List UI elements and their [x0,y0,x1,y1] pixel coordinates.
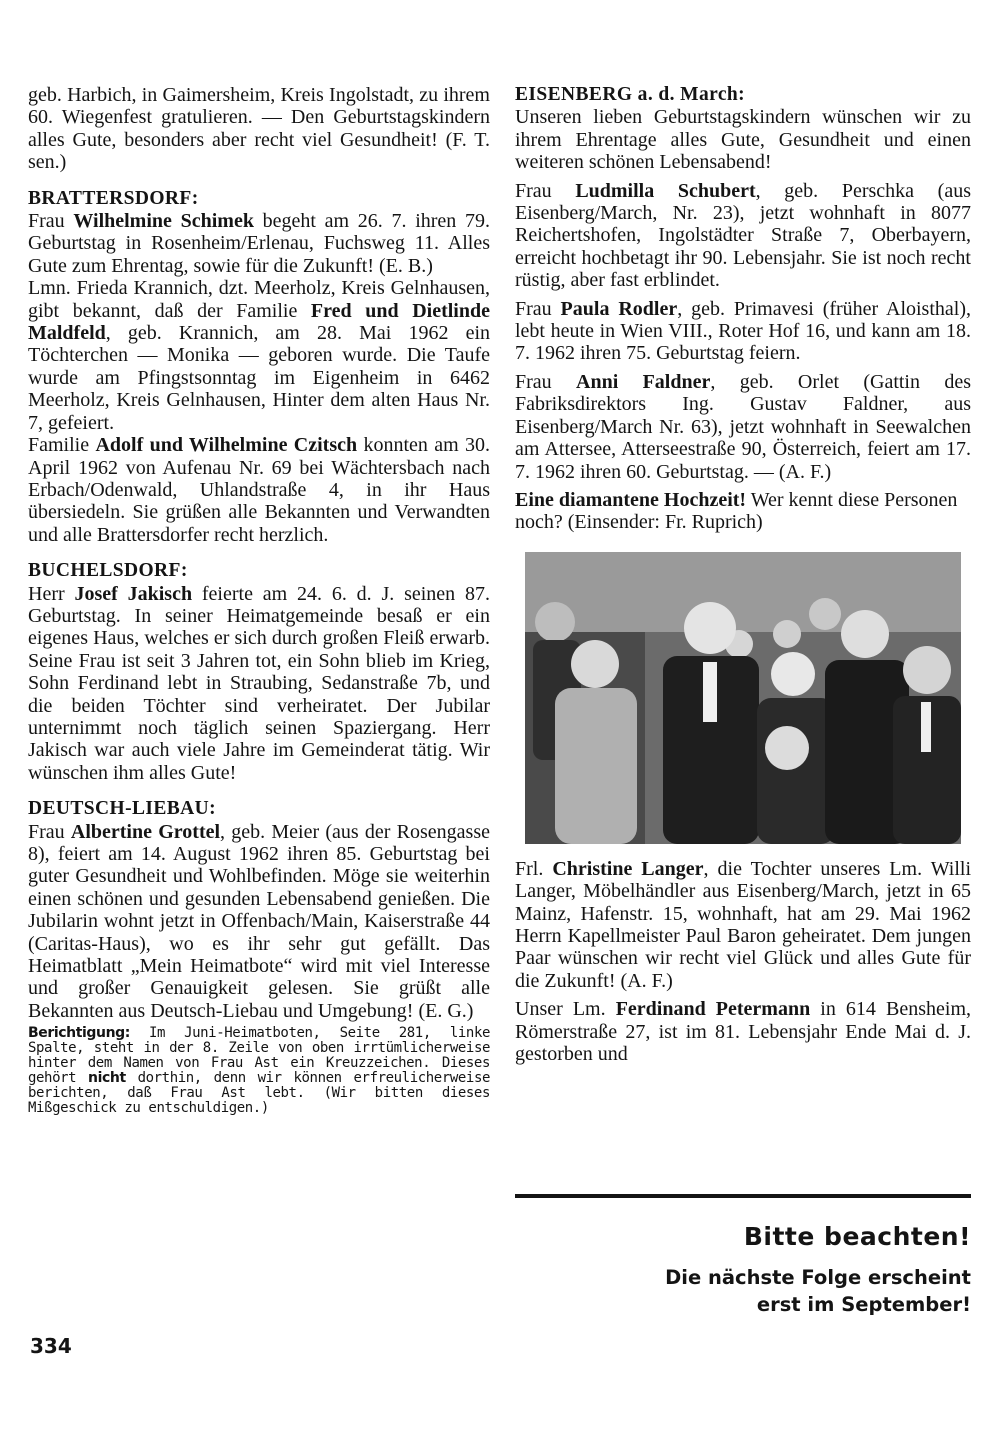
section-heading-eisenberg: EISENBERG a. d. March: [515,84,746,105]
correction-note: Berichtigung: Im Juni-Heimatboten, Seite 281, linke Spalte, steht in der 8. Zeile von oben irrtümlicherweise hinter dem Namen von Frau Ast ein Kreuzzeichen. Dieses gehört nicht dorthin, denn wir können erfreulicherweise berichten, daß Frau Ast lebt. (Wir bitten dieses Mißgeschick zu entschuldigen.) [28,1025,490,1117]
section-heading-brattersdorf: BRATTERSDORF: [28,187,199,209]
correction-emphasis: nicht [88,1070,126,1087]
person-name: Fred und Dietlinde Maldfeld [28,299,490,345]
notice-box [515,1222,971,1318]
person-name: Anni Faldner [576,370,711,393]
person-name: Paula Rodler [560,297,678,320]
notice-heading: Bitte beachten! [743,1222,971,1251]
section-heading-buchelsdorf: BUCHELSDORF: [28,560,188,582]
eisenberg-paragraph-4: Eine diamantene Hochzeit! Wer kennt diese Personen noch? (Einsender: Fr. Ruprich) [515,488,958,534]
person-name: Josef Jakisch [74,582,193,605]
notice-line-1: Die nächste Folge erscheint [665,1266,971,1289]
caption-lead: Eine diamantene Hochzeit! [515,488,747,511]
buchelsdorf-paragraph-1: Herr Josef Jakisch feierte am 24. 6. d. J. seinen 87. Geburtstag. In seiner Heimatgemeinde besaß er ein eigenes Haus, welches er sich durch großen Fleiß erwarb. Seine Frau ist seit 3 Jahren tot, ein Sohn blieb im Krieg, Sohn Ferdinand lebt in Straubing, Sedanstraße 7b, und die beiden Töchter sind verheiratet. Der Jubilar unternimmt noch täglich seinen Spaziergang. Herr Jakisch war auch viele Jahre im Gemeinderat tätig. Wir wünschen ihm alles Gute! [28,582,491,784]
eisenberg-paragraph-1: Frau Ludmilla Schubert, geb. Perschka (aus Eisenberg/March, Nr. 23), jetzt wohnhaft in 8077 Reichertshofen, Ingolstädter Straße 7, Oberbayern, erreicht hochbetagt ihr 90. Lebensjahr. Sie ist noch recht rüstig, aber fast erblindet. [515,179,971,292]
eisenberg-paragraph-5: Frl. Christine Langer, die Tochter unseres Lm. Willi Langer, Möbelhändler aus Eisenberg/March, jetzt in 65 Mainz, Hafenstr. 15, wohnhaft, hat am 29. Mai 1962 Herrn Kapellmeister Paul Baron geheiratet. Dem jungen Paar wünschen wir recht viel Glück und alles Gute für die Zukunft! (A. F.) [515,857,972,992]
person-name: Ferdinand Petermann [615,998,811,1021]
brattersdorf-paragraph-2: Lmn. Frieda Krannich, dzt. Meerholz, Kreis Gelnhausen, gibt bekannt, daß der Familie Fred und Dietlinde Maldfeld, geb. Krannich, am 28. Mai 1962 ein Töchterchen — Monika — geboren wurde. Die Taufe wurde am Pfingstsonntag im Eigenheim in 6462 Meerholz, Kreis Gelnhausen, Hinter dem alten Haus Nr. 7, gefeiert. [28,277,490,434]
notice-line-2: erst im September! [756,1293,971,1316]
brattersdorf-paragraph-1: Frau Wilhelmine Schimek begeht am 26. 7. ihren 79. Geburtstag in Rosenheim/Erlenau, Fuchsweg 11. Alles Gute zum Ehrentag, sowie für die Zukunft! (E. B.) [28,210,490,277]
right-column [515,84,971,1065]
wedding-photo [525,552,961,844]
correction-label: Berichtigung: [28,1025,131,1042]
person-name: Albertine Grottel [70,820,221,843]
eisenberg-intro: Unseren lieben Geburtstagskindern wünschen wir zu ihrem Ehrentage alles Gute, Gesundheit und einen weiteren schönen Lebensabend! [515,106,971,174]
deutsch-liebau-paragraph-1: Frau Albertine Grottel, geb. Meier (aus der Rosengasse 8), feiert am 14. August 1962 ihren 85. Geburtstag bei guter Gesundheit und Wohlbefinden. Möge sie weiterhin einen schönen und gesunden Lebensabend genießen. Die Jubilarin wohnt jetzt in Offenbach/Main, Kaiserstraße 44 (Caritas-Haus), wo es ihr sehr gut gefällt. Das Heimatblatt „Mein Heimatbote“ wird mit viel Interesse und großer Genauigkeit gelesen. Sie grüßt alle Bekannten aus Deutsch-Liebau und Umgebung! (E. G.) [28,820,490,1022]
eisenberg-paragraph-6: Unser Lm. Ferdinand Petermann in 614 Bensheim, Römerstraße 27, ist im 81. Lebensjahr Ende Mai d. J. gestorben und [515,998,971,1065]
person-name: Adolf und Wilhelmine Czitsch [95,434,358,457]
intro-paragraph: geb. Harbich, in Gaimersheim, Kreis Ingolstadt, zu ihrem 60. Wiegenfest gratulieren. — Den Geburtstagskindern alles Gute, besonders aber recht viel Gesundheit! (F. T. sen.) [28,84,490,174]
notice-divider [515,1194,971,1198]
section-heading-deutsch-liebau: DEUTSCH-LIEBAU: [28,798,217,820]
photo-illustration [525,552,961,844]
person-name: Ludmilla Schubert [575,179,756,202]
left-column [28,84,490,1116]
eisenberg-paragraph-2: Frau Paula Rodler, geb. Primavesi (früher Aloisthal), lebt heute in Wien VIII., Roter Hof 16, und kann am 18. 7. 1962 ihren 75. Geburtstag feiern. [515,297,971,365]
page-number: 334 [30,1334,72,1358]
eisenberg-paragraph-3: Frau Anni Faldner, geb. Orlet (Gattin des Fabriksdirektors Ing. Gustav Faldner, aus Eisenberg/March Nr. 63), jetzt wohnhaft in Seewalchen am Attersee, Atterseestraße 90, Österreich, feiert am 17. 7. 1962 ihren 60. Geburtstag. — (A. F.) [515,370,971,483]
brattersdorf-paragraph-3: Familie Adolf und Wilhelmine Czitsch konnten am 30. April 1962 von Aufenau Nr. 69 bei Wächtersbach nach Erbach/Odenwald, Uhlandstraße 4, in ihr Haus übersiedeln. Sie grüßen alle Bekannten und Verwandten und alle Brattersdorfer recht herzlich. [28,434,490,546]
person-name: Wilhelmine Schimek [73,210,254,233]
person-name: Christine Langer [552,857,704,880]
